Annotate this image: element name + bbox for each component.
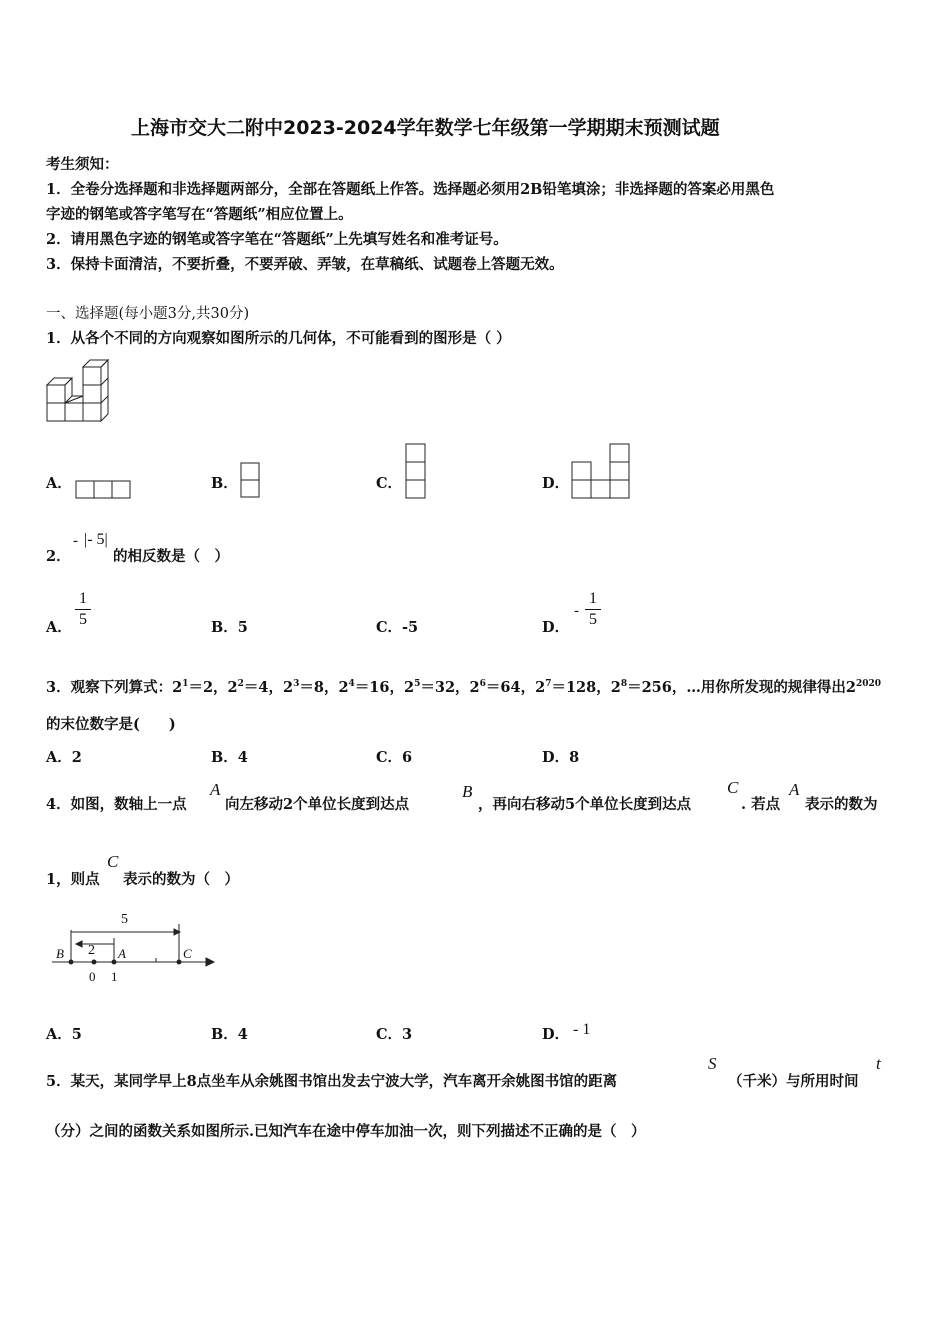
q1-option-a[interactable]: A． (46, 475, 72, 492)
label-2: 2 (88, 943, 95, 958)
q4-line-1b: 向左移动2个单位长度到达点 (225, 796, 410, 813)
q3-text: ＝8，2 (299, 679, 349, 696)
q4-option-a[interactable]: A．5 (46, 1026, 82, 1043)
number-line-svg (46, 910, 221, 990)
label-5: 5 (121, 912, 128, 927)
notice-line-2: 字迹的钢笔或答字笔写在“答题纸”相应位置上。 (46, 206, 353, 223)
q4-option-b[interactable]: B．4 (211, 1026, 248, 1043)
q4-var-b: B (462, 782, 473, 801)
q3-option-d[interactable]: D．8 (542, 749, 580, 766)
q3-exp: 1 (182, 679, 189, 690)
label-1: 1 (111, 969, 118, 984)
q3-option-b[interactable]: B．4 (211, 749, 248, 766)
q1-stem: 1．从各个不同的方向观察如图所示的几何体，不可能看到的图形是（ ） (46, 330, 511, 347)
q4-option-c[interactable]: C．3 (376, 1026, 413, 1043)
q3-exp: 3 (293, 679, 300, 690)
q3-text: ＝16，2 (354, 679, 415, 696)
q4-var-c: C (727, 778, 739, 797)
q4-option-d-value: - 1 (573, 1021, 591, 1038)
q4-line-2a: 1，则点 (46, 871, 100, 888)
q2-number: 2． (46, 548, 71, 565)
notice-line-4: 3．保持卡面清洁，不要折叠，不要弄破、弄皱，在草稿纸、试题卷上答题无效。 (46, 256, 564, 273)
q2-option-a-fraction (75, 590, 91, 629)
q5-var-s: S (708, 1054, 717, 1073)
q1-option-c-figure (405, 443, 427, 500)
q2-option-c[interactable]: C．-5 (376, 619, 419, 636)
arrow-2-head (76, 941, 82, 947)
notice-line-3: 2．请用黑色字迹的钢笔或答字笔在“答题纸”上先填写姓名和准考证号。 (46, 231, 508, 248)
label-0: 0 (89, 969, 96, 984)
q4-line-1a: 4．如图，数轴上一点 (46, 796, 187, 813)
q5-line-2: （分）之间的函数关系如图所示.已知汽车在途中停车加油一次，则下列描述不正确的是（ ） (46, 1123, 646, 1140)
q3-option-c[interactable]: C．6 (376, 749, 413, 766)
q1-solid-figure (44, 358, 114, 426)
q3-text: ＝2，2 (188, 679, 238, 696)
point-b (69, 960, 73, 964)
q3-exp: 2020 (855, 679, 881, 690)
q2-option-d[interactable]: D． (542, 619, 570, 636)
q3-exp: 8 (620, 679, 628, 690)
q3-text: ＝256，…用你所发现的规律得出2 (627, 679, 856, 696)
q1-option-c[interactable]: C． (376, 475, 403, 492)
fraction-bar (75, 609, 91, 610)
q1-option-d-figure (571, 443, 631, 500)
q4-option-d[interactable]: D． (542, 1026, 570, 1043)
q5-line-1a: 5．某天，某同学早上8点坐车从余姚图书馆出发去宁波大学，汽车离开余姚图书馆的距离 (46, 1073, 618, 1090)
q3-exp: 6 (479, 679, 486, 690)
q3-exp: 7 (545, 679, 552, 690)
q2-absolute-value: |- 5| (84, 531, 108, 548)
notice-heading: 考生须知： (46, 156, 119, 173)
q3-exp: 5 (414, 679, 421, 690)
fraction-numerator: 1 (589, 590, 597, 607)
fraction-bar (585, 609, 601, 610)
q4-line-1e: 表示的数为 (805, 796, 878, 813)
label-b: B (56, 946, 64, 961)
point-0 (92, 960, 96, 964)
q3-line-2: 的末位数字是( ) (46, 716, 176, 733)
q3-line-1 (46, 676, 881, 697)
q3-text: ＝32，2 (420, 679, 480, 696)
q3-option-a[interactable]: A．2 (46, 749, 82, 766)
label-a: A (118, 946, 126, 961)
point-a (112, 960, 116, 964)
q3-text: ＝128，2 (551, 679, 621, 696)
q4-line-1c: ，再向右移动5个单位长度到达点 (478, 796, 692, 813)
q4-var-a: A (210, 780, 221, 799)
point-c (177, 960, 181, 964)
q4-var-a2: A (789, 780, 800, 799)
q3-text: 3．观察下列算式：2 (46, 679, 183, 696)
fraction-numerator: 1 (79, 590, 87, 607)
q2-option-d-fraction (585, 590, 601, 629)
q4-var-c2: C (107, 852, 119, 871)
label-c: C (183, 946, 192, 961)
q1-option-b[interactable]: B． (211, 475, 238, 492)
fraction-denominator: 5 (79, 611, 87, 628)
q4-number-line-figure (46, 910, 221, 990)
fraction-denominator: 5 (589, 611, 597, 628)
q2-minus-sign: - (73, 533, 78, 549)
page-title: 上海市交大二附中2023-2024学年数学七年级第一学期期末预测试题 (131, 117, 720, 139)
axis-arrowhead (206, 958, 214, 966)
q3-text: ＝64，2 (485, 679, 546, 696)
q2-option-b[interactable]: B．5 (211, 619, 248, 636)
q2-option-a[interactable]: A． (46, 619, 72, 636)
q4-line-2b: 表示的数为（ ） (123, 871, 239, 888)
q3-exp: 2 (237, 679, 244, 690)
q5-var-t: t (876, 1054, 881, 1073)
q3-exp: 4 (348, 679, 355, 690)
q3-text: ＝4，2 (243, 679, 294, 696)
q1-option-a-figure (75, 480, 133, 500)
q1-option-b-figure (240, 462, 262, 500)
q2-stem: 的相反数是（ ） (113, 548, 229, 565)
q4-line-1d: . 若点 (741, 796, 781, 813)
q1-option-d[interactable]: D． (542, 475, 570, 492)
notice-line-1: 1．全卷分选择题和非选择题两部分，全部在答题纸上作答。选择题必须用2B铅笔填涂；非选择题的答案必用黑色 (46, 181, 775, 198)
section-heading: 一、选择题(每小题3分,共30分) (46, 306, 250, 322)
q2-option-d-sign: - (574, 603, 579, 619)
q5-line-1b: （千米）与所用时间 (728, 1073, 859, 1090)
